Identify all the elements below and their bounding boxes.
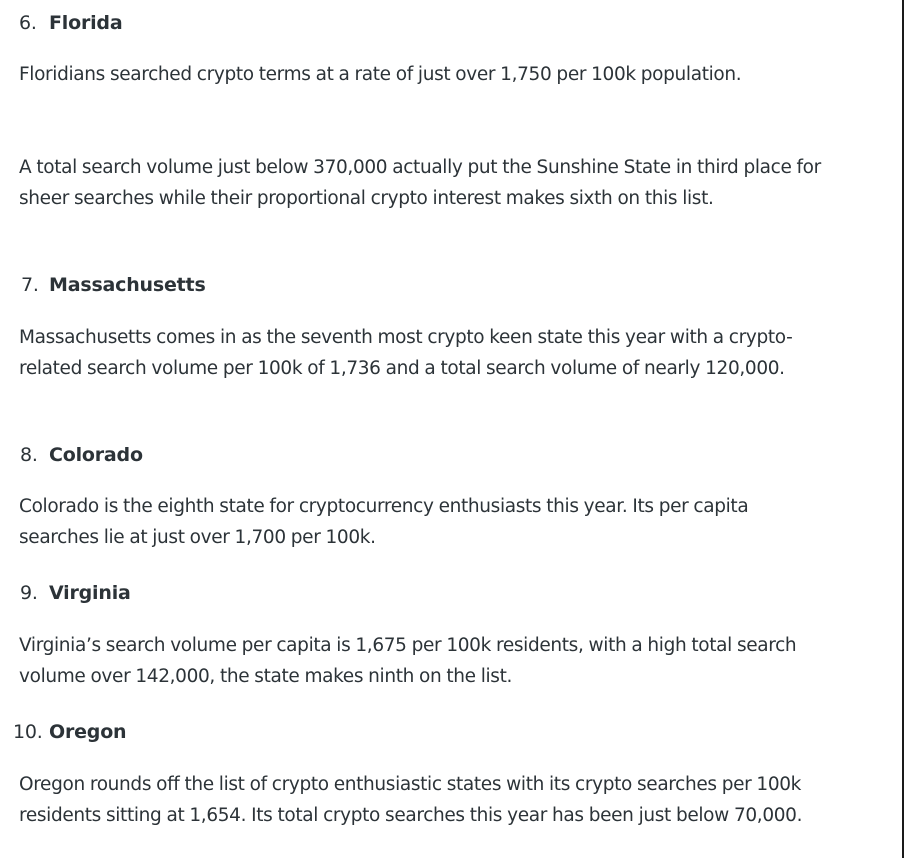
- paragraph: Virginia’s search volume per capita is 1,675 per 100k residents, with a high total search volume over 142,000, the state makes ninth on the list.: [19, 635, 797, 687]
- paragraph: Floridians searched crypto terms at a rate of just over 1,750 per 100k population.: [19, 64, 742, 85]
- list-number: 6.: [19, 12, 37, 34]
- state-title: Massachusetts: [49, 274, 206, 296]
- list-number: 9.: [20, 582, 38, 604]
- paragraph: A total search volume just below 370,000 actually put the Sunshine State in third place for sheer searches while their proportional crypto interest makes sixth on this list.: [19, 157, 821, 209]
- list-number: 8.: [20, 444, 38, 466]
- paragraph: Colorado is the eighth state for cryptocurrency enthusiasts this year. Its per capita searches lie at just over 1,700 per 100k.: [19, 496, 749, 548]
- state-title: Oregon: [49, 721, 127, 743]
- state-title: Virginia: [49, 582, 131, 604]
- paragraph: Oregon rounds off the list of crypto enthusiastic states with its crypto searches per 100k residents sitting at 1,654. Its total crypto searches this year has been just below 70,000.: [19, 774, 803, 826]
- list-number: 7.: [21, 274, 39, 296]
- state-title: Florida: [49, 12, 123, 34]
- paragraph: Massachusetts comes in as the seventh most crypto keen state this year with a crypto-related search volume per 100k of 1,736 and a total search volume of nearly 120,000.: [19, 327, 793, 379]
- list-number: 10.: [13, 721, 43, 743]
- state-title: Colorado: [49, 444, 143, 466]
